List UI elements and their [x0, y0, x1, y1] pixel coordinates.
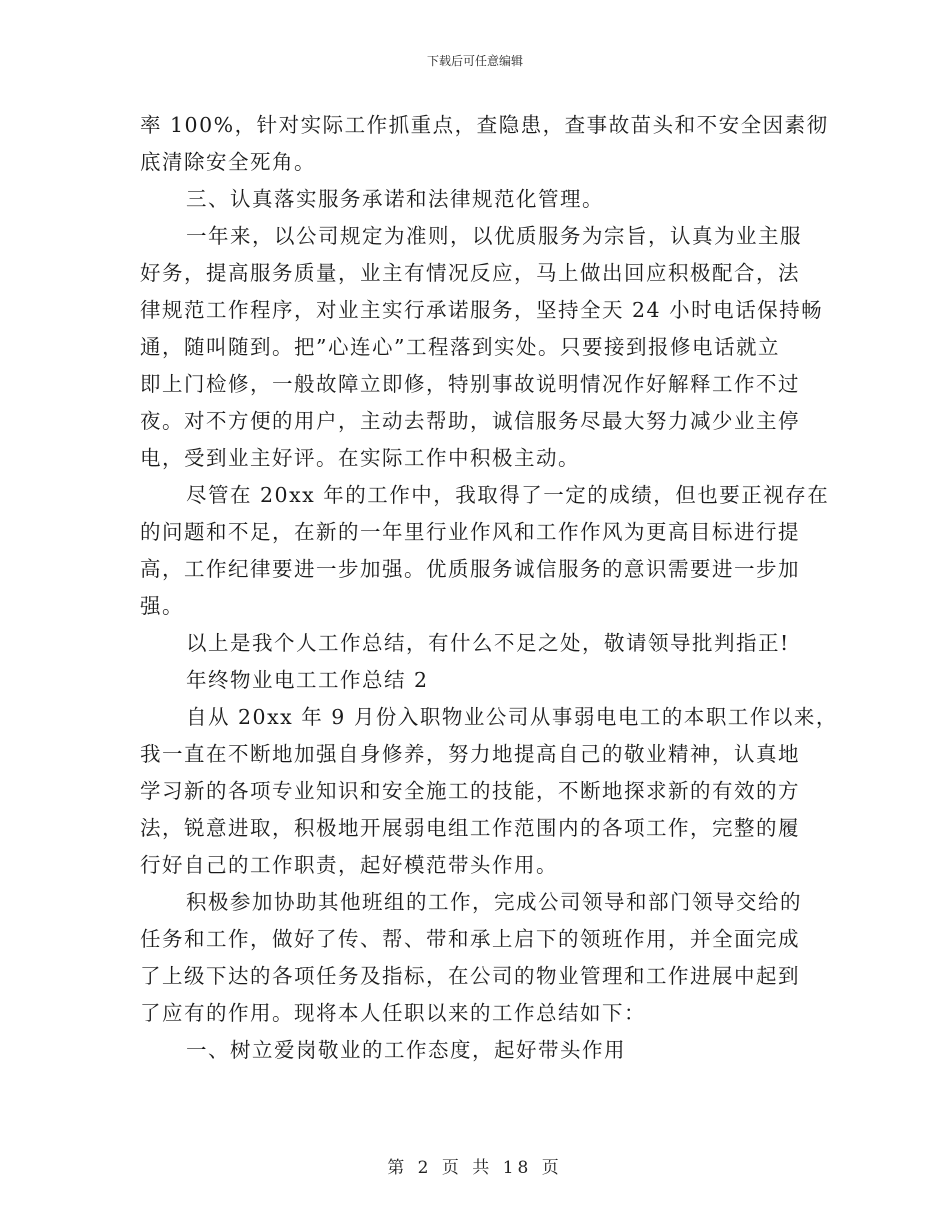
- text-line: 了上级下达的各项任务及指标，在公司的物业管理和工作进展中起到: [140, 964, 800, 988]
- text-line: 任务和工作，做好了传、帮、带和承上启下的领班作用，并全面完成: [140, 927, 800, 951]
- text-line: 一、树立爱岗敬业的工作态度，起好带头作用: [186, 1038, 626, 1062]
- text-line: 律规范工作程序，对业主实行承诺服务，坚持全天 24 小时电话保持畅: [140, 298, 824, 322]
- text-line: 率 100%，针对实际工作抓重点，查隐患，查事故苗头和不安全因素彻: [140, 113, 829, 137]
- text-line: 我一直在不断地加强自身修养，努力地提高自己的敬业精神，认真地: [140, 742, 800, 766]
- document-body: [140, 107, 838, 1069]
- page-number: 第 2 页 共 18 页: [387, 1158, 563, 1178]
- text-line: 好务，提高服务质量，业主有情况反应，马上做出回应积极配合，法: [140, 261, 800, 285]
- text-line: 以上是我个人工作总结，有什么不足之处，敬请领导批判指正!: [186, 631, 790, 655]
- text-line: 积极参加协助其他班组的工作，完成公司领导和部门领导交给的: [186, 890, 802, 914]
- text-line: 的问题和不足，在新的一年里行业作风和工作作风为更高目标进行提: [140, 520, 800, 544]
- text-line: 强。: [140, 594, 184, 618]
- text-line: 自从 20xx 年 9 月份入职物业公司从事弱电电工的本职工作以来，: [186, 705, 838, 729]
- text-line: 一年来，以公司规定为准则，以优质服务为宗旨，认真为业主服: [186, 224, 802, 248]
- text-line: 夜。对不方便的用户，主动去帮助，诚信服务尽最大努力减少业主停: [140, 409, 800, 433]
- text-line: 年终物业电工工作总结 2: [186, 668, 429, 692]
- text-line: 电，受到业主好评。在实际工作中积极主动。: [140, 446, 580, 470]
- text-line: 尽管在 20xx 年的工作中，我取得了一定的成绩，但也要正视存在: [186, 483, 830, 507]
- text-line: 底清除安全死角。: [140, 150, 316, 174]
- text-line: 高，工作纪律要进一步加强。优质服务诚信服务的意识需要进一步加: [140, 557, 800, 581]
- text-line: 学习新的各项专业知识和安全施工的技能，不断地探求新的有效的方: [140, 779, 800, 803]
- text-line: 即上门检修，一般故障立即修，特别事故说明情况作好解释工作不过: [140, 372, 800, 396]
- text-line: 通，随叫随到。把”心连心”工程落到实处。只要接到报修电话就立: [140, 335, 780, 359]
- page-header: 下载后可任意编辑: [426, 54, 523, 68]
- text-line: 了应有的作用。现将本人任职以来的工作总结如下：: [140, 1001, 646, 1025]
- text-line: 法，锐意进取，积极地开展弱电组工作范围内的各项工作，完整的履: [140, 816, 800, 840]
- text-line: 三、认真落实服务承诺和法律规范化管理。: [186, 187, 604, 211]
- text-line: 行好自己的工作职责，起好模范带头作用。: [140, 853, 558, 877]
